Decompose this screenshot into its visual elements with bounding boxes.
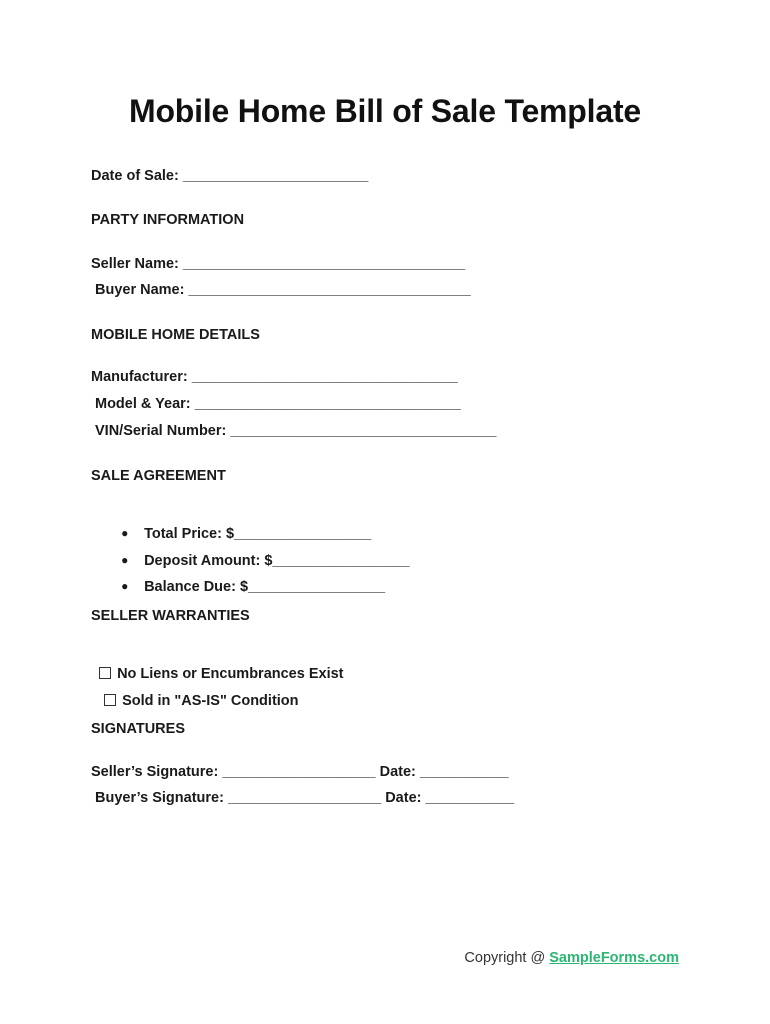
buyer-signature-field[interactable]: Buyer’s Signature: ___________________ Date: ___________ — [95, 790, 515, 806]
copyright-prefix: Copyright @ — [464, 950, 550, 966]
total-price-label: Total Price: $_________________ — [144, 526, 372, 542]
bullet-icon: ● — [121, 526, 129, 540]
as-is-checkbox-row[interactable] — [96, 677, 299, 709]
manufacturer-field[interactable]: Manufacturer: _________________________________ — [91, 369, 458, 385]
document-title: Mobile Home Bill of Sale Template — [128, 93, 641, 129]
model-year-field[interactable]: Model & Year: _________________________________ — [95, 396, 461, 412]
sampleforms-link[interactable]: SampleForms.com — [549, 950, 679, 966]
seller-warranties-heading: SELLER WARRANTIES — [91, 608, 250, 624]
no-liens-label: No Liens or Encumbrances Exist — [117, 666, 344, 682]
bullet-icon: ● — [121, 553, 129, 567]
signatures-heading: SIGNATURES — [91, 721, 185, 737]
vin-serial-field[interactable]: VIN/Serial Number: _________________________________ — [95, 423, 497, 439]
party-information-heading: PARTY INFORMATION — [91, 212, 245, 228]
balance-due-item[interactable] — [113, 563, 385, 595]
as-is-label: Sold in "AS-IS" Condition — [122, 693, 299, 709]
seller-name-field[interactable]: Seller Name: ___________________________________ — [91, 256, 466, 272]
mobile-home-details-heading: MOBILE HOME DETAILS — [91, 327, 260, 343]
deposit-amount-label: Deposit Amount: $_________________ — [144, 553, 410, 569]
date-of-sale-field[interactable]: Date of Sale: _______________________ — [91, 168, 369, 184]
bullet-icon: ● — [121, 579, 129, 593]
checkbox-icon[interactable] — [104, 694, 116, 706]
copyright-footer — [464, 950, 679, 966]
buyer-name-field[interactable]: Buyer Name: ___________________________________ — [95, 282, 471, 298]
sale-agreement-heading: SALE AGREEMENT — [91, 468, 226, 484]
balance-due-label: Balance Due: $_________________ — [144, 579, 386, 595]
seller-signature-field[interactable]: Seller’s Signature: ___________________ Date: ___________ — [91, 764, 509, 780]
